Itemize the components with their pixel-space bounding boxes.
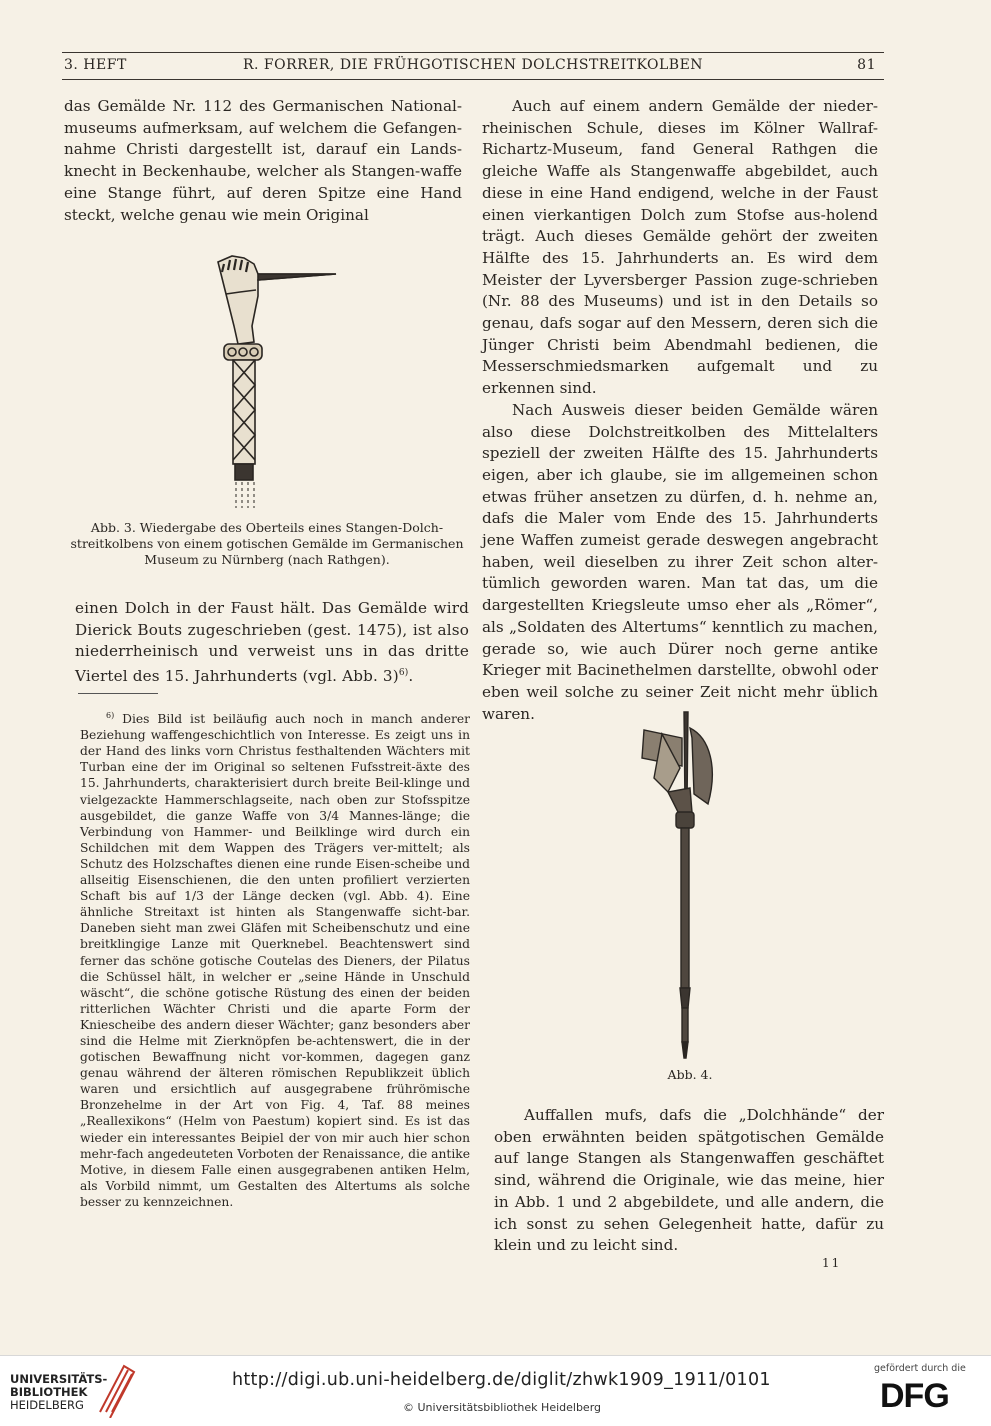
footnote-mark: 6) (106, 711, 115, 720)
figure-3-caption: Abb. 3. Wiedergabe des Oberteils eines Stangen-Dolch-streitkolbens von einem gotischen Gemälde im Germanischen Museum zu Nürnberg (nach Rathgen). (70, 520, 464, 567)
figure-3-caption-block (70, 520, 464, 568)
article-title: R. FORRER, DIE FRÜHGOTISCHEN DOLCHSTREITKOLBEN (242, 57, 704, 73)
library-line-2: BIBLIOTHEK (10, 1385, 88, 1399)
figure-4-halberd-hand-illustration (632, 708, 742, 1060)
footnote (80, 708, 470, 1210)
left-para2 (75, 598, 469, 688)
library-logo-icon (94, 1362, 138, 1418)
left-col-para2-block (75, 598, 469, 688)
fig3-drawing (218, 256, 336, 508)
footnote-text: Dies Bild ist beiläufig auch noch in manch anderer Beziehung waffengeschichtlich von Interesse. Es zeigt uns in der Hand des links vorn Christus festhaltenden Wächters mit Turban eine der im Original so seltenen Fufsstreit-äxte des 15. Jahrhunderts, charakterisiert durch breite Beil-klinge und vielgezackte Hammerschlagseite, nach oben zur Stofsspitze ausgebildet, die ganze Waffe von 3/4 Mannes-länge; die Verbindung von Hammer- und Beilklinge wird durch ein Schildchen mit dem Wappen des Trägers ver-mittelt; als Schutz des Holzschaftes dienen eine runde Eisen-scheibe und allseitig Eisenschienen, die den unten profiliert verzierten Schaft bis auf 1/3 der Länge decken (vgl. Abb. 4). Eine ähnliche Streitaxt ist hinten als Stangenwaffe sicht-bar. Daneben sieht man zwei Gläfen mit Scheibenschutz und eine breitklingige Lanze mit Querknebel. Beachtenswert sind ferner das schöne gotische Coutelas des Dieners, der Pilatus die Schüssel hält, in welcher er „seine Hände in Unschuld wäscht“, die schöne gotische Rüstung des einen der beiden ritterlichen Wächter Christi und die aparte Form der Kniescheibe des andern dieser Wächter; ganz besonders aber sind die Helme mit Zierknöpfen be-achtenswert, die in der gotischen Bewaffnung nicht vor-kommen, dagegen ganz genau während der älteren römischen Republikzeit üblich waren und ersichtlich auf ausgegrabene frührömische Bronzehelme in der Art von Fig. 4, Taf. 88 meines „Reallexikons“ (Helm von Paestum) kopiert sind. Es ist das wieder ein interessantes Beipiel der von mir auch hier schon mehr-fach angedeuteten Vorboten der Renaissance, die antike Motive, in diesem Falle einen ausgegrabenen antiken Helm, als Vorbild nimmt, um Gestalten des Altertums als solche besser zu kennzeichnen. (80, 712, 470, 1209)
issue-label: 3. HEFT (64, 57, 127, 73)
left-para2-text: einen Dolch in der Faust hält. Das Gemälde wird Dierick Bouts zugeschrieben (gest. 1475), ist also niederrheinisch und verweist uns in das dritte Viertel des 15. Jahrhunderts (vgl. Abb. 3) (75, 599, 469, 686)
fig4-drawing (642, 712, 712, 1058)
footnote-block (80, 708, 470, 1210)
right-para3: Auffallen mufs, dafs die „Dolchhände“ der oben erwähnten beiden spätgotischen Gemälde auf lange Stangen als Stangenwaffen geschäftet sind, während die Originale, wie das meine, hier in Abb. 1 und 2 abgebildete, und alle andern, die ich sonst zu sehen Gelegenheit hatte, dafür zu klein und zu leicht sind. (494, 1106, 884, 1255)
running-header (62, 52, 884, 80)
library-line-3: HEIDELBERG (10, 1398, 84, 1412)
right-para1: Auch auf einem andern Gemälde der nieder-rheinischen Schule, dieses im Kölner Wallraf-Richartz-Museum, fand General Rathgen die gleiche Waffe als Stangenwaffe abgebildet, auch diese in eine Hand endigend, welche in der Faust einen vierkantigen Dolch zum Stofse aus-holend trägt. Auch dieses Gemälde gehört der zweiten Hälfte des 15. Jahrhunderts an. Es wird dem Meister der Lyversberger Passion zuge-schrieben (Nr. 88 des Museums) und ist in den Details so genau, dafs sogar auf den Messern, deren sich die Jünger Christi beim Abendmahl bedienen, die Messerschmiedsmarken aufgemalt und zu erkennen sind. (482, 97, 878, 398)
dfg-logo: DFG (880, 1377, 949, 1415)
permalink-url[interactable]: http://digi.ub.uni-heidelberg.de/diglit/zhwk1909_1911/0101 (232, 1370, 771, 1390)
right-para2: Nach Ausweis dieser beiden Gemälde wären also diese Dolchstreitkolben des Mittelalters speziell der zweiten Hälfte des 15. Jahrhunderts eigen, aber ich glaube, sie im allgemeinen schon etwas früher ansetzen zu dürfen, d. h. nehme an, dafs die Maler vom Ende des 15. Jahrhunderts jene Waffen zumeist gerade deswegen angebracht haben, weil dieselben zu ihrer Zeit schon alter-tümlich geworden waren. Man tat das, um die dargestellten Kriegsleute umso eher als „Römer“, als „Soldaten des Altertums“ kenntlich zu machen, gerade so, wie auch Dürer noch gerne antike Krieger mit Bacinethelmen darstellte, obwohl oder eben weil solche zu seiner Zeit nicht mehr üblich waren. (482, 400, 878, 723)
page-number: 81 (857, 57, 876, 73)
right-col-upper-block (482, 96, 878, 725)
figure-4-caption: Abb. 4. (667, 1067, 713, 1082)
copyright-notice: © Universitätsbibliothek Heidelberg (403, 1401, 602, 1414)
library-footer (0, 1355, 991, 1426)
footnote-divider (78, 693, 158, 694)
footnote-reference: 6) (398, 668, 409, 679)
signature-mark: 11 (822, 1256, 842, 1270)
right-col-lower-block (494, 1105, 884, 1257)
library-line-1: UNIVERSITÄTS- (10, 1372, 108, 1386)
funded-by-label: gefördert durch die (874, 1363, 966, 1374)
university-library-name (10, 1373, 107, 1412)
figure-3-dagger-hand-illustration (196, 250, 346, 512)
figure-4-caption-block (640, 1067, 740, 1083)
left-para2-end: . (408, 667, 414, 686)
left-col-para1-block (64, 96, 462, 226)
left-para1: das Gemälde Nr. 112 des Germanischen National-museums aufmerksam, auf welchem die Gefangen-nahme Christi dargestellt ist, darauf ein Lands-knecht in Beckenhaube, welcher als Stangen-waffe eine Stange führt, auf deren Spitze eine Hand steckt, welche genau wie mein Original (64, 97, 462, 224)
